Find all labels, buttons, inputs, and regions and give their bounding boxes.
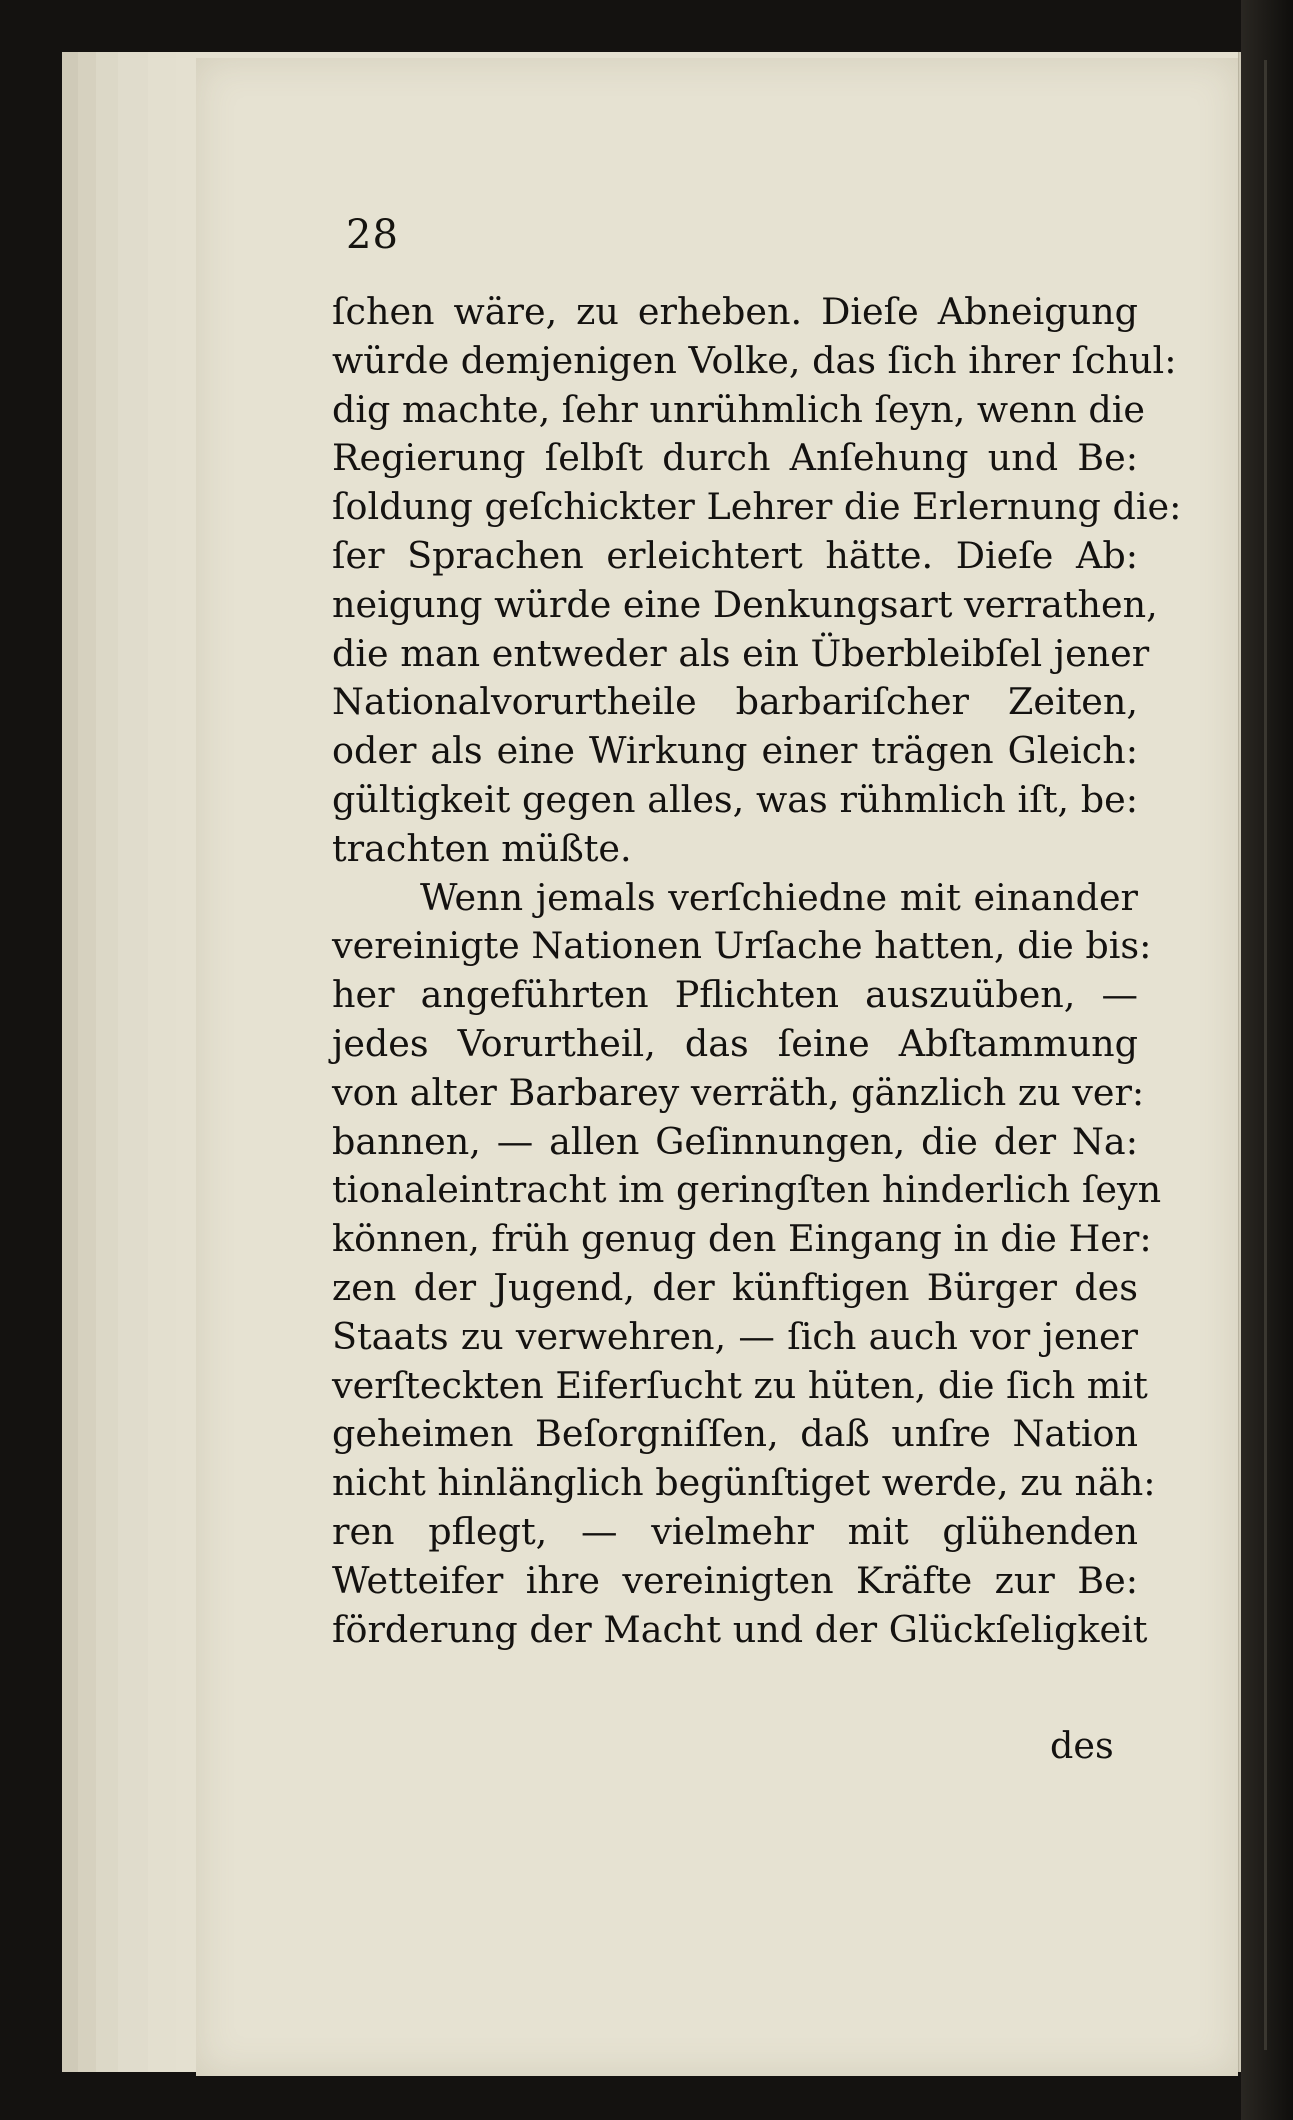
text-line: ſoldung geſchickter Lehrer die Erlernung die: — [332, 485, 1182, 529]
text-line: die man entweder als ein Überbleibſel jener — [332, 631, 1150, 675]
text-line: ſer Sprachen erleichtert hätte. Dieſe Ab: — [332, 533, 1138, 577]
text-line: trachten müßte. — [332, 826, 632, 870]
page-number: 28 — [346, 212, 399, 258]
text-line: ren pflegt, — vielmehr mit glühenden — [332, 1509, 1138, 1553]
text-line: verſteckten Eiferſucht zu hüten, die ſich mit — [332, 1363, 1148, 1407]
text-line: zen der Jugend, der künftigen Bürger des — [332, 1265, 1138, 1309]
text-line: jedes Vorurtheil, das ſeine Abſtammung — [332, 1021, 1138, 1065]
text-line: gültigkeit gegen alles, was rühmlich iſt, be: — [332, 777, 1138, 821]
book-binding — [1241, 0, 1293, 2120]
text-line: können, früh genug den Eingang in die Her: — [332, 1217, 1152, 1261]
paragraph-start-line: Wenn jemals verſchiedne mit einander — [420, 875, 1138, 919]
text-line: ſchen wäre, zu erheben. Dieſe Abneigung — [332, 290, 1138, 333]
text-line: dig machte, ſehr unrühmlich ſeyn, wenn die — [332, 387, 1145, 431]
text-line: oder als eine Wirkung einer trägen Gleich: — [332, 729, 1138, 773]
text-line: Wetteifer ihre vereinigten Kräfte zur Be: — [332, 1558, 1138, 1602]
text-line: bannen, — allen Geſinnungen, die der Na: — [332, 1119, 1138, 1163]
text-line: geheimen Beſorgniſſen, daß unſre Nation — [332, 1412, 1138, 1456]
text-line: tionaleintracht im geringſten hinderlich ſeyn — [332, 1168, 1162, 1212]
text-line: Staats zu verwehren, — ſich auch vor jener — [332, 1314, 1138, 1358]
text-line: Regierung ſelbſt durch Anſehung und Be: — [332, 436, 1138, 480]
catchword: des — [1050, 1724, 1114, 1767]
text-line: würde demjenigen Volke, das ſich ihrer ſchul: — [332, 338, 1177, 382]
text-line: neigung würde eine Denkungsart verrathen, — [332, 582, 1158, 626]
binding-edge — [1264, 60, 1267, 2050]
text-line: von alter Barbarey verräth, gänzlich zu ver: — [332, 1070, 1145, 1114]
text-line: Nationalvorurtheile barbariſcher Zeiten, — [332, 680, 1138, 724]
text-line: vereinigte Nationen Urſache hatten, die bis: — [332, 924, 1152, 968]
text-line: förderung der Macht und der Glückſeligkeit — [332, 1607, 1148, 1651]
body-text — [332, 288, 1182, 1654]
text-line: her angeführten Pflichten auszuüben, — — [332, 973, 1138, 1017]
text-line: nicht hinlänglich begünſtiget werde, zu näh: — [332, 1461, 1156, 1505]
